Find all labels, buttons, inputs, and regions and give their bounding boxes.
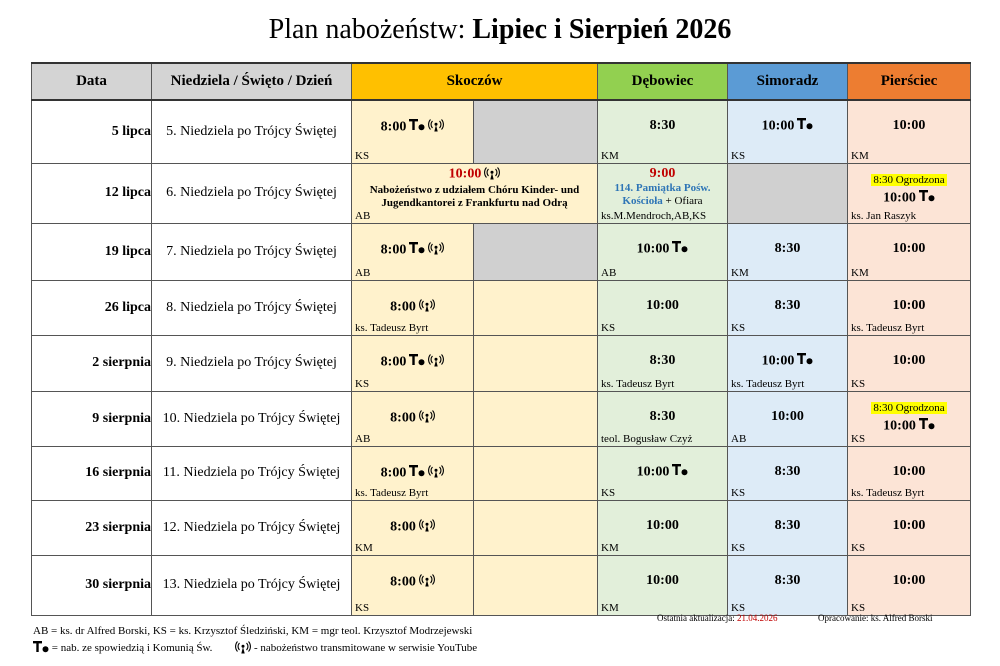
priest-name: AB [355, 266, 371, 279]
cell-skoczow [352, 391, 474, 446]
table-row [32, 391, 971, 446]
table-row [32, 163, 971, 223]
service-time: 10:00 [883, 418, 916, 434]
service-cell [352, 447, 473, 500]
service-cell [598, 101, 727, 163]
service-time: 8:00 [380, 354, 407, 370]
service-time: 8:30 [649, 408, 676, 424]
service-time: 10:00 [892, 463, 926, 479]
service-cell [848, 501, 970, 555]
extra-service-badge: 8:30 Ogrodzona [873, 401, 945, 414]
priest-name: KM [355, 541, 373, 554]
service-time: 10:00 [771, 408, 804, 424]
service-time: 10:00 [761, 353, 795, 369]
service-date: 16 sierpnia [32, 446, 152, 500]
cell-simoradz [728, 446, 848, 500]
service-time: 8:30 [774, 517, 801, 533]
priest-name: KM [601, 601, 619, 614]
cell-simoradz [728, 280, 848, 335]
service-cell [352, 336, 473, 391]
last-update-date: 21.04.2026 [736, 613, 778, 623]
priest-name: ks. Tadeusz Byrt [601, 377, 675, 390]
cell-skoczow [352, 555, 474, 615]
header-day: Niedziela / Święto / Dzień [152, 63, 352, 100]
service-time: 8:30 [774, 297, 801, 313]
service-date: 26 lipca [32, 280, 152, 335]
service-time: 10:00 [646, 517, 679, 533]
cell-simoradz [728, 391, 848, 446]
communion-icon [797, 353, 813, 370]
communion-icon [797, 118, 813, 135]
cell-debowiec [598, 100, 728, 163]
priest-name: AB [355, 432, 371, 445]
header-simoradz: Simoradz [728, 63, 848, 100]
liturgical-day: 5. Niedziela po Trójcy Świętej [152, 100, 352, 163]
title-period: Lipiec i Sierpień 2026 [472, 14, 732, 45]
service-cell [352, 556, 473, 615]
cell-skoczow [352, 223, 474, 280]
service-cell [848, 164, 970, 223]
service-cell [848, 392, 970, 446]
broadcast-icon [419, 409, 435, 428]
service-cell [728, 447, 847, 500]
cell-pierściec [848, 391, 971, 446]
service-cell [728, 392, 847, 446]
cell-pierściec [848, 223, 971, 280]
communion-icon [672, 464, 688, 481]
cell-debowiec [598, 555, 728, 615]
service-time: 10:00 [892, 572, 926, 588]
service-time: 10:00 [636, 241, 670, 257]
cell-pierściec [848, 163, 971, 223]
priest-name: ks. Tadeusz Byrt [355, 321, 429, 334]
priest-name: AB [731, 432, 747, 445]
cell-skoczow [352, 100, 474, 163]
cell-skoczow-extra [474, 280, 598, 335]
special-line-1: Nabożeństwo z udziałem Chóru Kinder- und [369, 183, 580, 196]
cell-simoradz [728, 223, 848, 280]
cell-skoczow [352, 446, 474, 500]
liturgical-day: 7. Niedziela po Trójcy Świętej [152, 223, 352, 280]
priest-name: KS [851, 432, 866, 445]
communion-icon [409, 354, 425, 371]
priest-name: KS [601, 321, 616, 334]
service-cell [848, 281, 970, 335]
priest-name: KS [851, 541, 866, 554]
communion-icon [409, 242, 425, 259]
broadcast-icon [428, 353, 444, 372]
liturgical-day: 8. Niedziela po Trójcy Świętej [152, 280, 352, 335]
cell-skoczow-extra [474, 100, 598, 163]
service-date: 5 lipca [32, 100, 152, 163]
service-time: 9:00 [649, 165, 676, 181]
service-cell [598, 336, 727, 391]
extra-service-badge: 8:30 Ogrodzona [873, 173, 945, 186]
cell-debowiec [598, 500, 728, 555]
service-time: 8:00 [390, 519, 416, 535]
cell-skoczow-extra [474, 391, 598, 446]
priest-name: KM [851, 266, 869, 279]
service-time: 10:00 [883, 190, 916, 206]
special-line-2: Jugendkantorei z Frankfurtu nad Odrą [381, 196, 568, 209]
liturgical-day: 6. Niedziela po Trójcy Świętej [152, 163, 352, 223]
service-time: 8:30 [774, 572, 801, 588]
service-block [848, 398, 970, 435]
title-prefix: Plan nabożeństw: [268, 14, 473, 45]
table-row [32, 223, 971, 280]
service-cell [352, 501, 473, 555]
priest-name: ks. Jan Raszyk [851, 209, 917, 222]
priest-name: KS [355, 149, 370, 162]
service-date: 30 sierpnia [32, 555, 152, 615]
service-block [848, 170, 970, 207]
service-date: 19 lipca [32, 223, 152, 280]
cell-skoczow [352, 163, 598, 223]
cell-pierściec [848, 446, 971, 500]
service-cell [598, 447, 727, 500]
broadcast-icon [428, 241, 444, 260]
service-cell [598, 392, 727, 446]
broadcast-icon [419, 518, 435, 537]
service-cell [728, 224, 847, 280]
service-time: 10:00 [892, 517, 926, 533]
communion-icon [409, 119, 425, 136]
service-time: 8:00 [390, 574, 416, 590]
priest-name: KS [355, 601, 370, 614]
service-cell [352, 224, 473, 280]
service-cell [848, 101, 970, 163]
cell-simoradz [728, 500, 848, 555]
service-date: 9 sierpnia [32, 391, 152, 446]
priest-name: AB [355, 209, 371, 222]
priest-name: KM [851, 149, 869, 162]
liturgical-day: 12. Niedziela po Trójcy Świętej [152, 500, 352, 555]
priest-name: KS [355, 377, 370, 390]
table-row [32, 335, 971, 391]
liturgical-day: 13. Niedziela po Trójcy Świętej [152, 555, 352, 615]
service-time: 10:00 [636, 464, 670, 480]
priest-name: KM [601, 149, 619, 162]
service-time: 10:00 [646, 297, 679, 313]
communion-icon [919, 418, 935, 435]
table-row [32, 446, 971, 500]
special-line-2-extra: + Ofiara [662, 194, 703, 207]
cell-pierściec [848, 335, 971, 391]
special-line-1: 114. Pamiątka Pośw. [614, 181, 711, 194]
service-time: 8:00 [380, 242, 407, 258]
page-title [0, 14, 1000, 46]
service-cell [598, 501, 727, 555]
service-cell [848, 224, 970, 280]
last-update-label: Ostatnia aktualizacja: [657, 613, 737, 623]
cell-debowiec [598, 335, 728, 391]
broadcast-icon [428, 118, 444, 137]
liturgical-day: 9. Niedziela po Trójcy Świętej [152, 335, 352, 391]
service-cell [728, 501, 847, 555]
cell-skoczow-extra [474, 335, 598, 391]
priest-name: ks. Tadeusz Byrt [851, 321, 925, 334]
service-cell [352, 281, 473, 335]
priest-name: KS [731, 601, 746, 614]
cell-skoczow-extra [474, 446, 598, 500]
legend-communion-text: = nab. ze spowiedzią i Komunią Św. [49, 642, 213, 655]
broadcast-icon [419, 298, 435, 317]
legend-abbreviations: AB = ks. dr Alfred Borski, KS = ks. Krzysztof Śledziński, KM = mgr teol. Krzysztof Modrzejewski [33, 625, 473, 637]
cell-debowiec [598, 280, 728, 335]
last-update [657, 613, 777, 623]
schedule-table [31, 62, 971, 616]
cell-pierściec [848, 100, 971, 163]
service-cell [598, 164, 727, 223]
priest-name: ks. Tadeusz Byrt [731, 377, 805, 390]
service-time: 8:30 [774, 240, 801, 256]
table-row [32, 280, 971, 335]
service-cell [352, 101, 473, 163]
service-time: 8:30 [649, 352, 676, 368]
service-date: 2 sierpnia [32, 335, 152, 391]
priest-name: ks.M.Mendroch,AB,KS [601, 209, 707, 222]
service-time: 10:00 [892, 240, 926, 256]
special-service [598, 166, 727, 208]
table-row [32, 100, 971, 163]
service-cell [598, 281, 727, 335]
cell-skoczow-extra [474, 555, 598, 615]
broadcast-icon [419, 573, 435, 592]
author-note: Opracowanie: ks. Alfred Borski [818, 613, 933, 623]
priest-name: ks. Tadeusz Byrt [355, 486, 429, 499]
special-line-2: Kościoła [622, 194, 663, 207]
service-cell [728, 556, 847, 615]
schedule-body [32, 100, 971, 615]
cell-skoczow [352, 280, 474, 335]
cell-debowiec [598, 391, 728, 446]
service-time: 10:00 [892, 297, 926, 313]
cell-skoczow-extra [474, 500, 598, 555]
service-cell [728, 281, 847, 335]
priest-name: KS [601, 486, 616, 499]
broadcast-icon [428, 464, 444, 483]
cell-debowiec [598, 446, 728, 500]
priest-name: KS [731, 149, 746, 162]
priest-name: KS [851, 601, 866, 614]
table-row [32, 555, 971, 615]
service-time: 8:30 [774, 463, 801, 479]
service-cell [848, 447, 970, 500]
priest-name: ks. Tadeusz Byrt [851, 486, 925, 499]
special-service [352, 166, 597, 210]
service-date: 12 lipca [32, 163, 152, 223]
service-cell [848, 556, 970, 615]
service-time: 8:00 [380, 465, 407, 481]
service-cell [728, 101, 847, 163]
header-date: Data [32, 63, 152, 100]
broadcast-icon [235, 640, 251, 657]
cell-simoradz [728, 163, 848, 223]
cell-simoradz [728, 335, 848, 391]
service-time: 8:00 [390, 299, 416, 315]
priest-name: KS [731, 486, 746, 499]
service-cell [352, 392, 473, 446]
service-time: 10:00 [448, 166, 482, 182]
cell-debowiec [598, 223, 728, 280]
priest-name: KM [731, 266, 749, 279]
cell-skoczow [352, 335, 474, 391]
service-cell [598, 556, 727, 615]
header-row [32, 63, 971, 100]
priest-name: KS [851, 377, 866, 390]
service-time: 10:00 [892, 118, 926, 133]
broadcast-icon [484, 166, 500, 184]
priest-name: KM [601, 541, 619, 554]
service-time: 8:00 [390, 410, 416, 426]
cell-simoradz [728, 100, 848, 163]
header-debowiec: Dębowiec [598, 63, 728, 100]
liturgical-day: 10. Niedziela po Trójcy Świętej [152, 391, 352, 446]
legend-youtube-text: - nabożeństwo transmitowane w serwisie YouTube [251, 642, 478, 655]
service-cell [352, 164, 597, 223]
communion-icon [672, 241, 688, 258]
priest-name: teol. Bogusław Czyż [601, 432, 693, 445]
service-cell [598, 224, 727, 280]
service-time: 8:30 [649, 118, 676, 133]
cell-pierściec [848, 280, 971, 335]
service-cell [728, 336, 847, 391]
service-time: 10:00 [646, 572, 679, 588]
service-time: 10:00 [892, 352, 926, 368]
priest-name: AB [601, 266, 617, 279]
cell-debowiec [598, 163, 728, 223]
legend-icons [33, 640, 477, 657]
cell-skoczow-extra [474, 223, 598, 280]
table-row [32, 500, 971, 555]
service-date: 23 sierpnia [32, 500, 152, 555]
communion-icon [409, 465, 425, 482]
service-cell [848, 336, 970, 391]
cell-pierściec [848, 555, 971, 615]
service-time: 10:00 [761, 118, 795, 134]
communion-icon [33, 641, 49, 656]
cell-pierściec [848, 500, 971, 555]
cell-skoczow [352, 500, 474, 555]
priest-name: KS [731, 541, 746, 554]
priest-name: KS [731, 321, 746, 334]
service-time: 8:00 [380, 119, 407, 135]
cell-simoradz [728, 555, 848, 615]
communion-icon [919, 190, 935, 207]
header-pierściec: Pierściec [848, 63, 971, 100]
header-skoczow: Skoczów [352, 63, 598, 100]
liturgical-day: 11. Niedziela po Trójcy Świętej [152, 446, 352, 500]
